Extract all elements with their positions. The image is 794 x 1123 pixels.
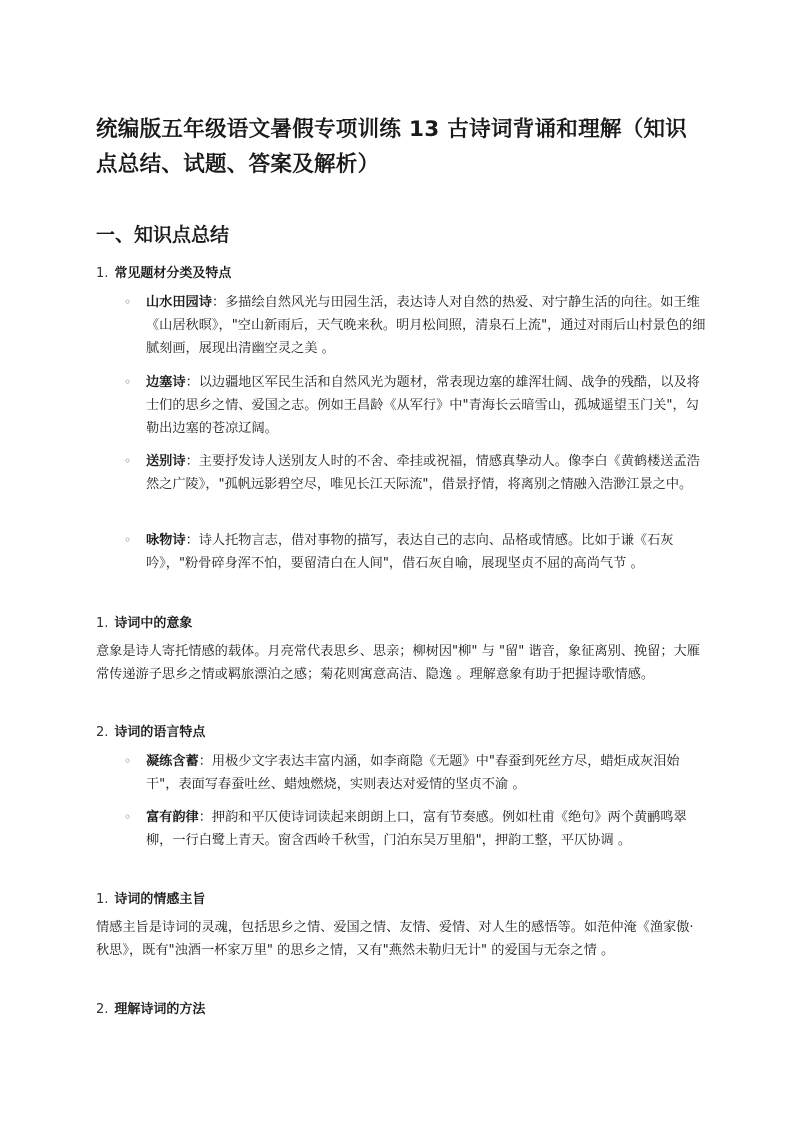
term: 送别诗	[146, 454, 186, 469]
numbered-heading	[96, 262, 231, 281]
list-item	[124, 750, 706, 796]
term-description: ：押韵和平仄使诗词读起来朗朗上口，富有节奏感。例如杜甫《绝句》两个黄鹂鸣翠柳，一行白鹭上青天。窗含西岭千秋雪，门泊东吴万里船"，押韵工整，平仄协调 。	[146, 810, 687, 848]
list-number: 2.	[96, 725, 109, 740]
term-description: ：多描绘自然风光与田园生活，表达诗人对自然的热爱、对宁静生活的向往。如王维《山居秋暝》，"空山新雨后，天气晚来秋。明月松间照，清泉石上流"，通过对雨后山村景色的细腻刻画，展现出清幽空灵之美 。	[146, 295, 706, 356]
list-title: 诗词的语言特点	[114, 725, 206, 740]
list-number: 1.	[96, 892, 109, 907]
term-description: ：用极少文字表达丰富内涵，如李商隐《无题》中"春蚕到死丝方尽，蜡炬成灰泪始干"，表面写春蚕吐丝、蜡烛燃烧，实则表达对爱情的坚贞不渝 。	[146, 754, 680, 792]
list-item	[124, 291, 706, 360]
term: 山水田园诗	[146, 295, 212, 310]
term: 边塞诗	[146, 375, 186, 390]
document-title: 统编版五年级语文暑假专项训练 13 古诗词背诵和理解（知识点总结、试题、答案及解析）	[96, 117, 688, 177]
bullet-icon: ◦	[124, 375, 132, 389]
section-heading-knowledge-summary: 一、知识点总结	[96, 224, 230, 246]
paragraph: 情感主旨是诗词的灵魂，包括思乡之情、爱国之情、友情、爱情、对人生的感悟等。如范仲淹《渔家傲·秋思》，既有"浊酒一杯家万里" 的思乡之情，又有"燕然未勒归无计" 的爱国与无奈之情 。	[96, 920, 694, 958]
list-number: 1.	[96, 266, 109, 281]
paragraph: 意象是诗人寄托情感的载体。月亮常代表思乡、思亲；柳树因"柳" 与 "留" 谐音，象征离别、挽留；大雁常传递游子思乡之情或羁旅漂泊之感；菊花则寓意高洁、隐逸 。理解意象有助于把握诗歌情感。	[96, 644, 700, 682]
term: 咏物诗	[146, 533, 186, 548]
list-title: 诗词的情感主旨	[114, 892, 206, 907]
term-description: ：诗人托物言志，借对事物的描写，表达自己的志向、品格或情感。比如于谦《石灰吟》，"粉骨碎身浑不怕，要留清白在人间"，借石灰自喻，展现坚贞不屈的高尚气节 。	[146, 533, 674, 571]
term-description: ：以边疆地区军民生活和自然风光为题材，常表现边塞的雄浑壮阔、战争的残酷，以及将士们的思乡之情、爱国之志。例如王昌龄《从军行》中"青海长云暗雪山，孤城遥望玉门关"，勾勒出边塞的苍凉辽阔。	[146, 375, 700, 436]
list-title: 诗词中的意象	[114, 616, 193, 631]
list-title: 常见题材分类及特点	[114, 266, 232, 281]
document-page	[96, 112, 706, 1017]
numbered-heading	[96, 612, 192, 631]
list-number: 1.	[96, 616, 109, 631]
term: 富有韵律	[146, 810, 199, 825]
numbered-heading	[96, 888, 205, 907]
term-description: ：主要抒发诗人送别友人时的不舍、牵挂或祝福，情感真挚动人。像李白《黄鹤楼送孟浩然之广陵》，"孤帆远影碧空尽，唯见长江天际流"，借景抒情，将离别之情融入浩渺江景之中。	[146, 454, 700, 492]
term: 凝练含蓄	[146, 754, 199, 769]
list-item	[124, 450, 706, 496]
bullet-icon: ◦	[124, 454, 132, 468]
numbered-heading	[96, 721, 205, 740]
list-title: 理解诗词的方法	[114, 1002, 206, 1017]
list-number: 2.	[96, 1002, 109, 1017]
bullet-icon: ◦	[124, 295, 132, 309]
numbered-heading	[96, 998, 205, 1017]
list-item	[124, 529, 706, 575]
bullet-icon: ◦	[124, 754, 132, 768]
list-item	[124, 806, 706, 852]
bullet-icon: ◦	[124, 810, 132, 824]
bullet-icon: ◦	[124, 533, 132, 547]
list-item	[124, 371, 706, 440]
